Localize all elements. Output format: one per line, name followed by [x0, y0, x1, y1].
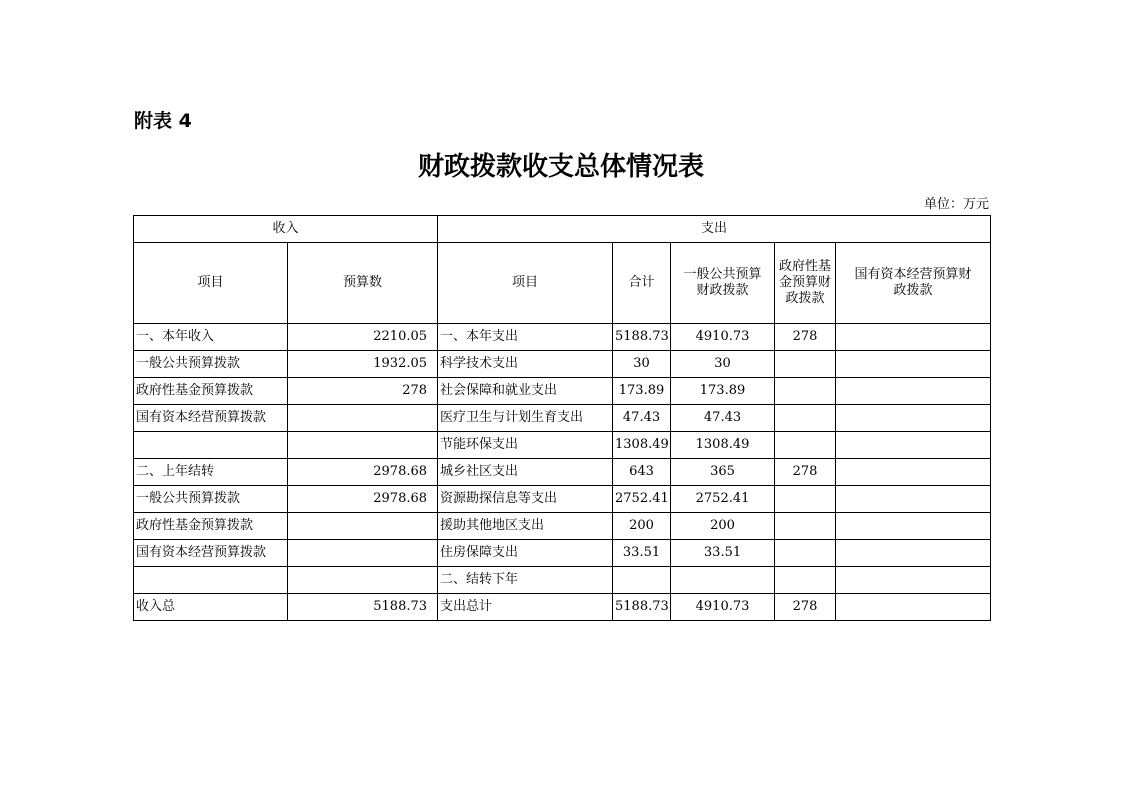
expense-item-cell: 社会保障和就业支出 [438, 378, 613, 405]
expense-item-cell: 节能环保支出 [438, 432, 613, 459]
state-capital-cell [836, 513, 991, 540]
page-title: 财政拨款收支总体情况表 [417, 152, 704, 182]
gov-fund-cell: 278 [775, 459, 836, 486]
income-item-cell: 收入总 [134, 594, 288, 621]
income-item-cell: 国有资本经营预算拨款 [134, 540, 288, 567]
expense-group-header: 支出 [438, 216, 991, 243]
general-budget-cell: 47.43 [671, 405, 775, 432]
income-item-cell: 二、上年结转 [134, 459, 288, 486]
gov-fund-cell [775, 513, 836, 540]
income-budget-cell: 2978.68 [288, 486, 438, 513]
income-item-header: 项目 [134, 243, 288, 324]
state-capital-cell [836, 432, 991, 459]
gov-fund-cell [775, 540, 836, 567]
income-item-cell [134, 567, 288, 594]
header-row-groups [134, 216, 991, 243]
state-capital-cell [836, 486, 991, 513]
general-budget-cell: 2752.41 [671, 486, 775, 513]
gov-fund-cell: 278 [775, 324, 836, 351]
table-row [134, 351, 991, 378]
state-capital-cell [836, 378, 991, 405]
state-capital-cell [836, 351, 991, 378]
expense-item-cell: 一、本年支出 [438, 324, 613, 351]
table-row [134, 459, 991, 486]
table-row [134, 486, 991, 513]
state-capital-header: 国有资本经营预算财政拨款 [836, 243, 991, 324]
gov-fund-cell [775, 351, 836, 378]
income-item-cell: 一般公共预算拨款 [134, 351, 288, 378]
general-budget-cell: 30 [671, 351, 775, 378]
general-budget-cell [671, 567, 775, 594]
total-cell: 5188.73 [613, 324, 671, 351]
income-budget-cell: 1932.05 [288, 351, 438, 378]
state-capital-cell [836, 324, 991, 351]
total-cell: 47.43 [613, 405, 671, 432]
expense-item-cell: 援助其他地区支出 [438, 513, 613, 540]
total-header: 合计 [613, 243, 671, 324]
total-cell: 33.51 [613, 540, 671, 567]
total-cell: 200 [613, 513, 671, 540]
gov-fund-header: 政府性基金预算财政拨款 [775, 243, 836, 324]
income-item-cell: 国有资本经营预算拨款 [134, 405, 288, 432]
total-cell: 30 [613, 351, 671, 378]
gov-fund-cell [775, 567, 836, 594]
gov-fund-cell [775, 405, 836, 432]
expense-item-header: 项目 [438, 243, 613, 324]
table-row [134, 567, 991, 594]
income-budget-cell [288, 567, 438, 594]
income-budget-cell [288, 405, 438, 432]
expense-item-cell: 资源勘探信息等支出 [438, 486, 613, 513]
gov-fund-cell [775, 378, 836, 405]
total-cell: 2752.41 [613, 486, 671, 513]
general-budget-cell: 200 [671, 513, 775, 540]
income-budget-header: 预算数 [288, 243, 438, 324]
income-budget-cell [288, 540, 438, 567]
income-budget-cell: 278 [288, 378, 438, 405]
general-budget-cell: 365 [671, 459, 775, 486]
income-item-cell [134, 432, 288, 459]
general-budget-cell: 1308.49 [671, 432, 775, 459]
gov-fund-cell [775, 486, 836, 513]
gov-fund-cell [775, 432, 836, 459]
expense-item-cell: 城乡社区支出 [438, 459, 613, 486]
expense-item-cell: 支出总计 [438, 594, 613, 621]
total-cell: 1308.49 [613, 432, 671, 459]
general-budget-header: 一般公共预算财政拨款 [671, 243, 775, 324]
total-cell: 643 [613, 459, 671, 486]
expense-item-cell: 二、结转下年 [438, 567, 613, 594]
fiscal-table [133, 215, 991, 621]
expense-item-cell: 医疗卫生与计划生育支出 [438, 405, 613, 432]
state-capital-cell [836, 459, 991, 486]
state-capital-cell [836, 594, 991, 621]
state-capital-cell [836, 540, 991, 567]
total-cell: 5188.73 [613, 594, 671, 621]
table-row [134, 540, 991, 567]
income-budget-cell: 2978.68 [288, 459, 438, 486]
table-row [134, 405, 991, 432]
general-budget-cell: 33.51 [671, 540, 775, 567]
expense-item-cell: 科学技术支出 [438, 351, 613, 378]
table-row [134, 594, 991, 621]
total-cell: 173.89 [613, 378, 671, 405]
gov-fund-cell: 278 [775, 594, 836, 621]
income-item-cell: 一、本年收入 [134, 324, 288, 351]
income-budget-cell [288, 432, 438, 459]
header-row-columns [134, 243, 991, 324]
state-capital-cell [836, 567, 991, 594]
general-budget-cell: 4910.73 [671, 324, 775, 351]
unit-label: 单位：万元 [923, 197, 989, 212]
income-group-header: 收入 [134, 216, 438, 243]
table-row [134, 432, 991, 459]
table-row [134, 513, 991, 540]
general-budget-cell: 173.89 [671, 378, 775, 405]
general-budget-cell: 4910.73 [671, 594, 775, 621]
income-item-cell: 一般公共预算拨款 [134, 486, 288, 513]
table-row [134, 378, 991, 405]
total-cell [613, 567, 671, 594]
income-item-cell: 政府性基金预算拨款 [134, 378, 288, 405]
income-budget-cell [288, 513, 438, 540]
income-item-cell: 政府性基金预算拨款 [134, 513, 288, 540]
expense-item-cell: 住房保障支出 [438, 540, 613, 567]
state-capital-cell [836, 405, 991, 432]
table-row [134, 324, 991, 351]
income-budget-cell: 2210.05 [288, 324, 438, 351]
income-budget-cell: 5188.73 [288, 594, 438, 621]
attachment-label: 附表 4 [134, 110, 192, 132]
